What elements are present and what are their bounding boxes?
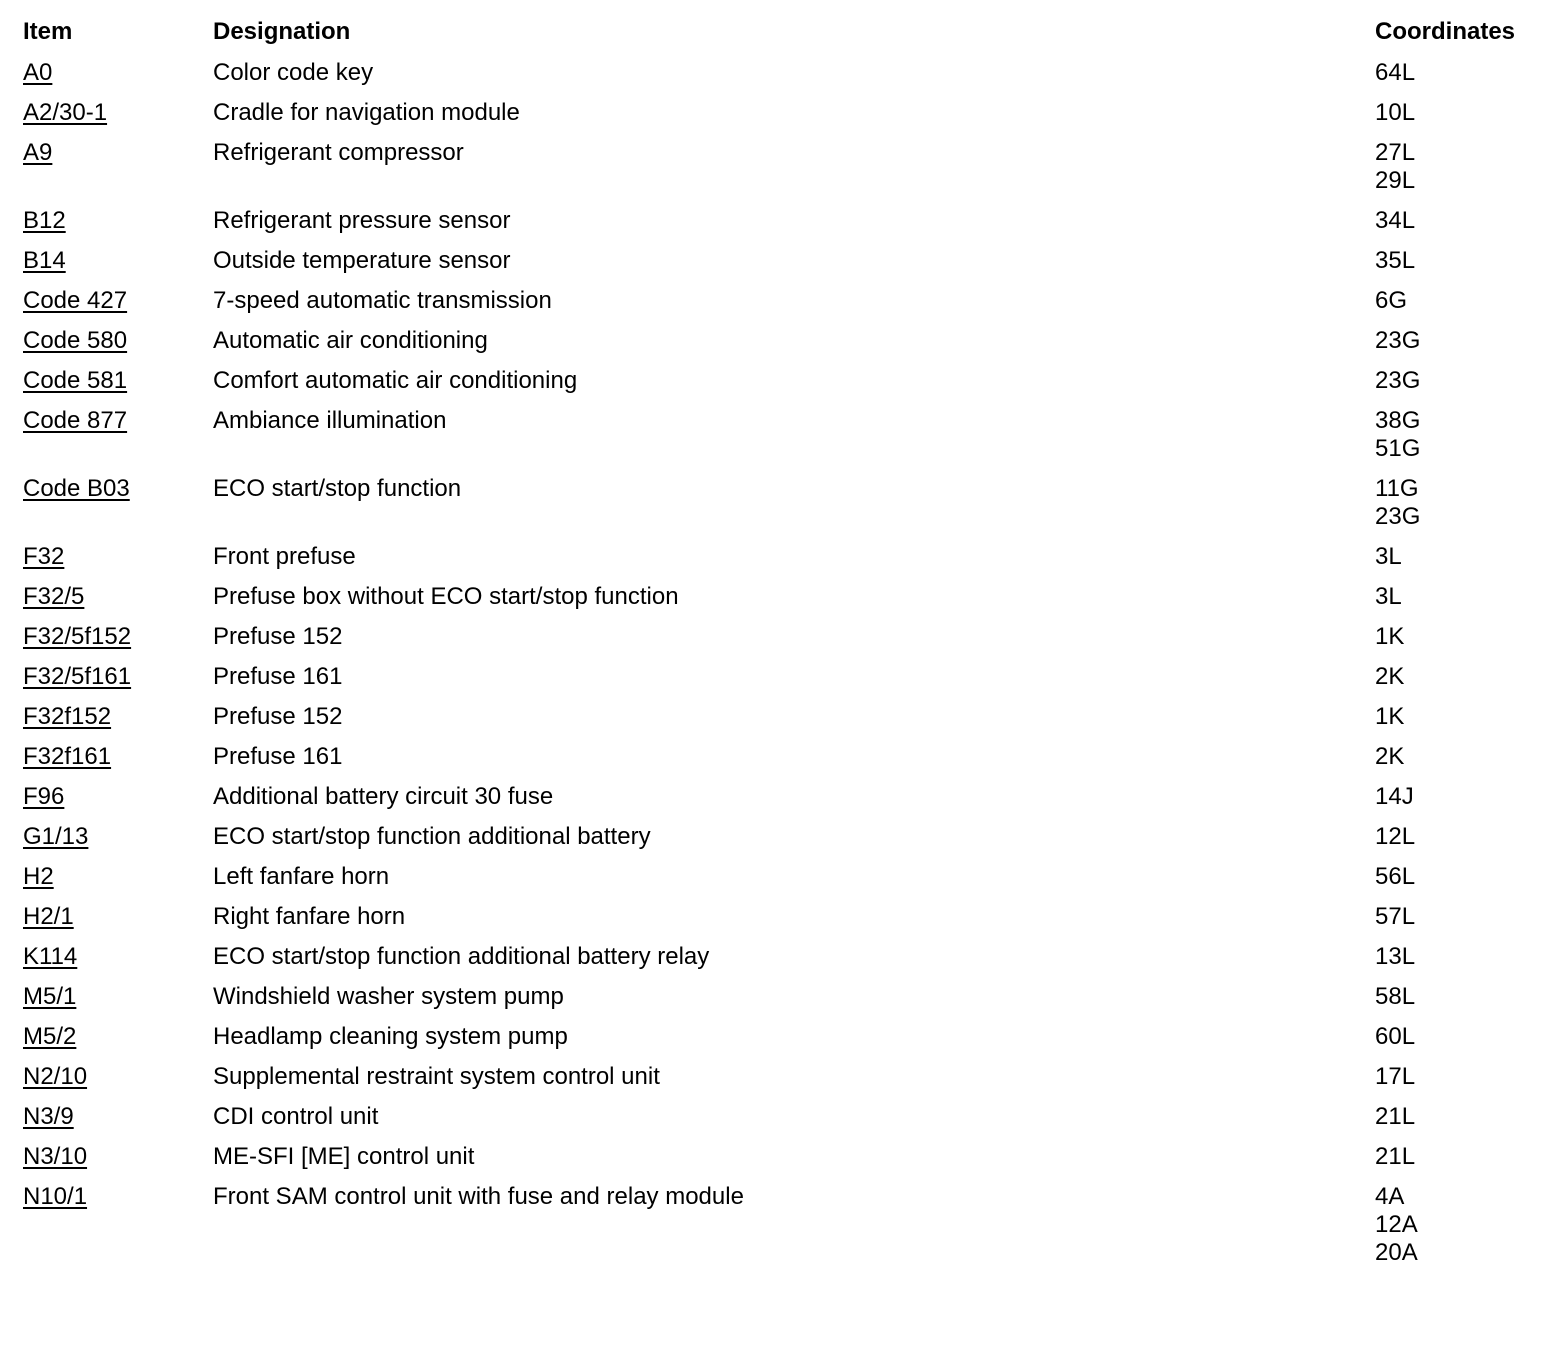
- coordinate-value: 11G: [1375, 475, 1419, 502]
- item-cell: [23, 1143, 213, 1171]
- coordinate-value: 34L: [1375, 207, 1416, 234]
- table-row: [23, 691, 1553, 731]
- table-row: [23, 571, 1553, 611]
- table-row: [23, 971, 1553, 1011]
- coordinates-cell: [1375, 99, 1553, 127]
- item-cell: [23, 407, 213, 435]
- table-row: [23, 355, 1553, 395]
- coordinate-value: 12L: [1375, 823, 1416, 850]
- item-cell: [23, 743, 213, 771]
- coordinate-value: 2K: [1375, 743, 1405, 770]
- item-link[interactable]: F32: [23, 543, 65, 570]
- coordinate-value: 10L: [1375, 99, 1416, 126]
- coordinates-cell: [1375, 1183, 1553, 1267]
- coordinates-cell: [1375, 743, 1553, 771]
- coordinates-cell: [1375, 247, 1553, 275]
- designation-cell: Headlamp cleaning system pump: [213, 1023, 568, 1050]
- table-row: [23, 931, 1553, 971]
- item-link[interactable]: A0: [23, 59, 53, 86]
- item-cell: [23, 903, 213, 931]
- designation-cell: Comfort automatic air conditioning: [213, 367, 578, 394]
- table-row: [23, 731, 1553, 771]
- designation-cell: ECO start/stop function additional battery relay: [213, 943, 710, 970]
- coordinates-cell: [1375, 623, 1553, 651]
- item-cell: [23, 327, 213, 355]
- item-cell: [23, 703, 213, 731]
- designation-cell: Refrigerant pressure sensor: [213, 207, 511, 234]
- item-cell: [23, 1183, 213, 1211]
- coordinates-cell: [1375, 783, 1553, 811]
- coordinates-cell: [1375, 983, 1553, 1011]
- coordinate-value: 17L: [1375, 1063, 1416, 1090]
- coordinates-cell: [1375, 863, 1553, 891]
- item-link[interactable]: Code 580: [23, 327, 128, 354]
- table-row: [23, 87, 1553, 127]
- coordinate-value: 13L: [1375, 943, 1416, 970]
- component-legend-table: [23, 16, 1553, 1267]
- coordinate-value: 51G: [1375, 435, 1421, 462]
- coordinates-cell: [1375, 1103, 1553, 1131]
- item-link[interactable]: F32/5f152: [23, 623, 132, 650]
- designation-cell: 7-speed automatic transmission: [213, 287, 552, 314]
- item-link[interactable]: F32f161: [23, 743, 112, 770]
- item-cell: [23, 207, 213, 235]
- table-row: [23, 851, 1553, 891]
- coordinates-cell: [1375, 1143, 1553, 1171]
- table-row: [23, 1051, 1553, 1091]
- designation-cell: Prefuse 152: [213, 623, 343, 650]
- item-cell: [23, 367, 213, 395]
- designation-cell: CDI control unit: [213, 1103, 379, 1130]
- table-row: [23, 611, 1553, 651]
- coordinates-cell: [1375, 59, 1553, 87]
- coordinate-value: 35L: [1375, 247, 1416, 274]
- coordinates-cell: [1375, 1063, 1553, 1091]
- item-cell: [23, 287, 213, 315]
- designation-cell: Color code key: [213, 59, 374, 86]
- coordinates-cell: [1375, 287, 1553, 315]
- table-row: [23, 811, 1553, 851]
- coordinate-value: 12A: [1375, 1211, 1418, 1238]
- item-cell: [23, 543, 213, 571]
- item-link[interactable]: Code 581: [23, 367, 128, 394]
- item-link[interactable]: K114: [23, 943, 78, 970]
- item-cell: [23, 583, 213, 611]
- table-row: [23, 315, 1553, 355]
- coordinates-cell: [1375, 903, 1553, 931]
- coordinate-value: 23G: [1375, 327, 1421, 354]
- item-link[interactable]: N3/9: [23, 1103, 74, 1130]
- coordinate-value: 60L: [1375, 1023, 1416, 1050]
- table-row: [23, 531, 1553, 571]
- table-row: [23, 1091, 1553, 1131]
- item-cell: [23, 863, 213, 891]
- item-cell: [23, 823, 213, 851]
- item-cell: [23, 59, 213, 87]
- item-link[interactable]: M5/2: [23, 1023, 77, 1050]
- item-link[interactable]: H2: [23, 863, 54, 890]
- item-cell: [23, 1103, 213, 1131]
- item-link[interactable]: N10/1: [23, 1183, 88, 1210]
- coordinates-cell: [1375, 543, 1553, 571]
- table-row: [23, 891, 1553, 931]
- table-row: [23, 771, 1553, 811]
- coordinates-cell: [1375, 823, 1553, 851]
- table-row: [23, 235, 1553, 275]
- coordinate-value: 27L: [1375, 139, 1416, 166]
- item-cell: [23, 663, 213, 691]
- coordinate-value: 1K: [1375, 703, 1405, 730]
- designation-cell: Prefuse 161: [213, 663, 343, 690]
- table-row: [23, 127, 1553, 195]
- item-cell: [23, 943, 213, 971]
- coordinate-value: 1K: [1375, 623, 1405, 650]
- coordinates-cell: [1375, 583, 1553, 611]
- item-link[interactable]: Code 877: [23, 407, 128, 434]
- designation-cell: Refrigerant compressor: [213, 139, 464, 166]
- coordinate-value: 38G: [1375, 407, 1421, 434]
- item-link[interactable]: F32f152: [23, 703, 112, 730]
- coordinates-cell: [1375, 367, 1553, 395]
- coordinate-value: 6G: [1375, 287, 1408, 314]
- coordinates-cell: [1375, 327, 1553, 355]
- item-cell: [23, 99, 213, 127]
- designation-cell: Prefuse 152: [213, 703, 343, 730]
- item-link[interactable]: N2/10: [23, 1063, 88, 1090]
- designation-cell: Automatic air conditioning: [213, 327, 488, 354]
- designation-cell: Supplemental restraint system control unit: [213, 1063, 660, 1090]
- coordinate-value: 4A: [1375, 1183, 1405, 1210]
- header-designation: Designation: [213, 18, 351, 45]
- item-link[interactable]: F96: [23, 783, 65, 810]
- table-header-row: [23, 16, 1553, 50]
- table-row: [23, 395, 1553, 463]
- coordinates-cell: [1375, 943, 1553, 971]
- coordinate-value: 21L: [1375, 1103, 1416, 1130]
- coordinate-value: 3L: [1375, 543, 1402, 570]
- coordinates-cell: [1375, 139, 1553, 195]
- coordinate-value: 2K: [1375, 663, 1405, 690]
- table-body: [23, 50, 1553, 1267]
- designation-cell: Additional battery circuit 30 fuse: [213, 783, 554, 810]
- item-cell: [23, 1063, 213, 1091]
- table-row: [23, 463, 1553, 531]
- item-cell: [23, 247, 213, 275]
- coordinate-value: 23G: [1375, 367, 1421, 394]
- coordinate-value: 29L: [1375, 167, 1416, 194]
- coordinates-cell: [1375, 475, 1553, 531]
- item-link[interactable]: B12: [23, 207, 66, 234]
- coordinate-value: 14J: [1375, 783, 1414, 810]
- item-link[interactable]: B14: [23, 247, 66, 274]
- table-row: [23, 195, 1553, 235]
- designation-cell: ECO start/stop function additional battery: [213, 823, 651, 850]
- designation-cell: ME-SFI [ME] control unit: [213, 1143, 475, 1170]
- table-row: [23, 50, 1553, 87]
- item-cell: [23, 139, 213, 167]
- table-row: [23, 1171, 1553, 1267]
- table-row: [23, 1131, 1553, 1171]
- coordinate-value: 57L: [1375, 903, 1416, 930]
- designation-cell: Prefuse box without ECO start/stop function: [213, 583, 679, 610]
- coordinates-cell: [1375, 407, 1553, 463]
- item-cell: [23, 623, 213, 651]
- item-link[interactable]: Code 427: [23, 287, 128, 314]
- table-row: [23, 1011, 1553, 1051]
- designation-cell: Ambiance illumination: [213, 407, 447, 434]
- designation-cell: Cradle for navigation module: [213, 99, 520, 126]
- coordinates-cell: [1375, 1023, 1553, 1051]
- item-cell: [23, 783, 213, 811]
- coordinates-cell: [1375, 207, 1553, 235]
- coordinate-value: 3L: [1375, 583, 1402, 610]
- item-link[interactable]: M5/1: [23, 983, 77, 1010]
- item-link[interactable]: H2/1: [23, 903, 74, 930]
- designation-cell: ECO start/stop function: [213, 475, 462, 502]
- item-link[interactable]: A9: [23, 139, 53, 166]
- coordinates-cell: [1375, 703, 1553, 731]
- item-link[interactable]: F32/5f161: [23, 663, 132, 690]
- item-link[interactable]: G1/13: [23, 823, 89, 850]
- coordinate-value: 23G: [1375, 503, 1421, 530]
- designation-cell: Outside temperature sensor: [213, 247, 511, 274]
- item-cell: [23, 475, 213, 503]
- designation-cell: Prefuse 161: [213, 743, 343, 770]
- item-cell: [23, 1023, 213, 1051]
- item-cell: [23, 983, 213, 1011]
- item-link[interactable]: N3/10: [23, 1143, 88, 1170]
- item-link[interactable]: Code B03: [23, 475, 130, 502]
- designation-cell: Front SAM control unit with fuse and relay module: [213, 1183, 744, 1210]
- designation-cell: Right fanfare horn: [213, 903, 406, 930]
- designation-cell: Front prefuse: [213, 543, 356, 570]
- item-link[interactable]: F32/5: [23, 583, 85, 610]
- coordinate-value: 56L: [1375, 863, 1416, 890]
- header-coordinates: Coordinates: [1375, 18, 1516, 45]
- designation-cell: Left fanfare horn: [213, 863, 390, 890]
- coordinate-value: 20A: [1375, 1239, 1418, 1266]
- designation-cell: Windshield washer system pump: [213, 983, 564, 1010]
- coordinate-value: 58L: [1375, 983, 1416, 1010]
- table-row: [23, 651, 1553, 691]
- coordinates-cell: [1375, 663, 1553, 691]
- coordinate-value: 64L: [1375, 59, 1416, 86]
- table-row: [23, 275, 1553, 315]
- coordinate-value: 21L: [1375, 1143, 1416, 1170]
- header-item: Item: [23, 18, 73, 45]
- item-link[interactable]: A2/30-1: [23, 99, 108, 126]
